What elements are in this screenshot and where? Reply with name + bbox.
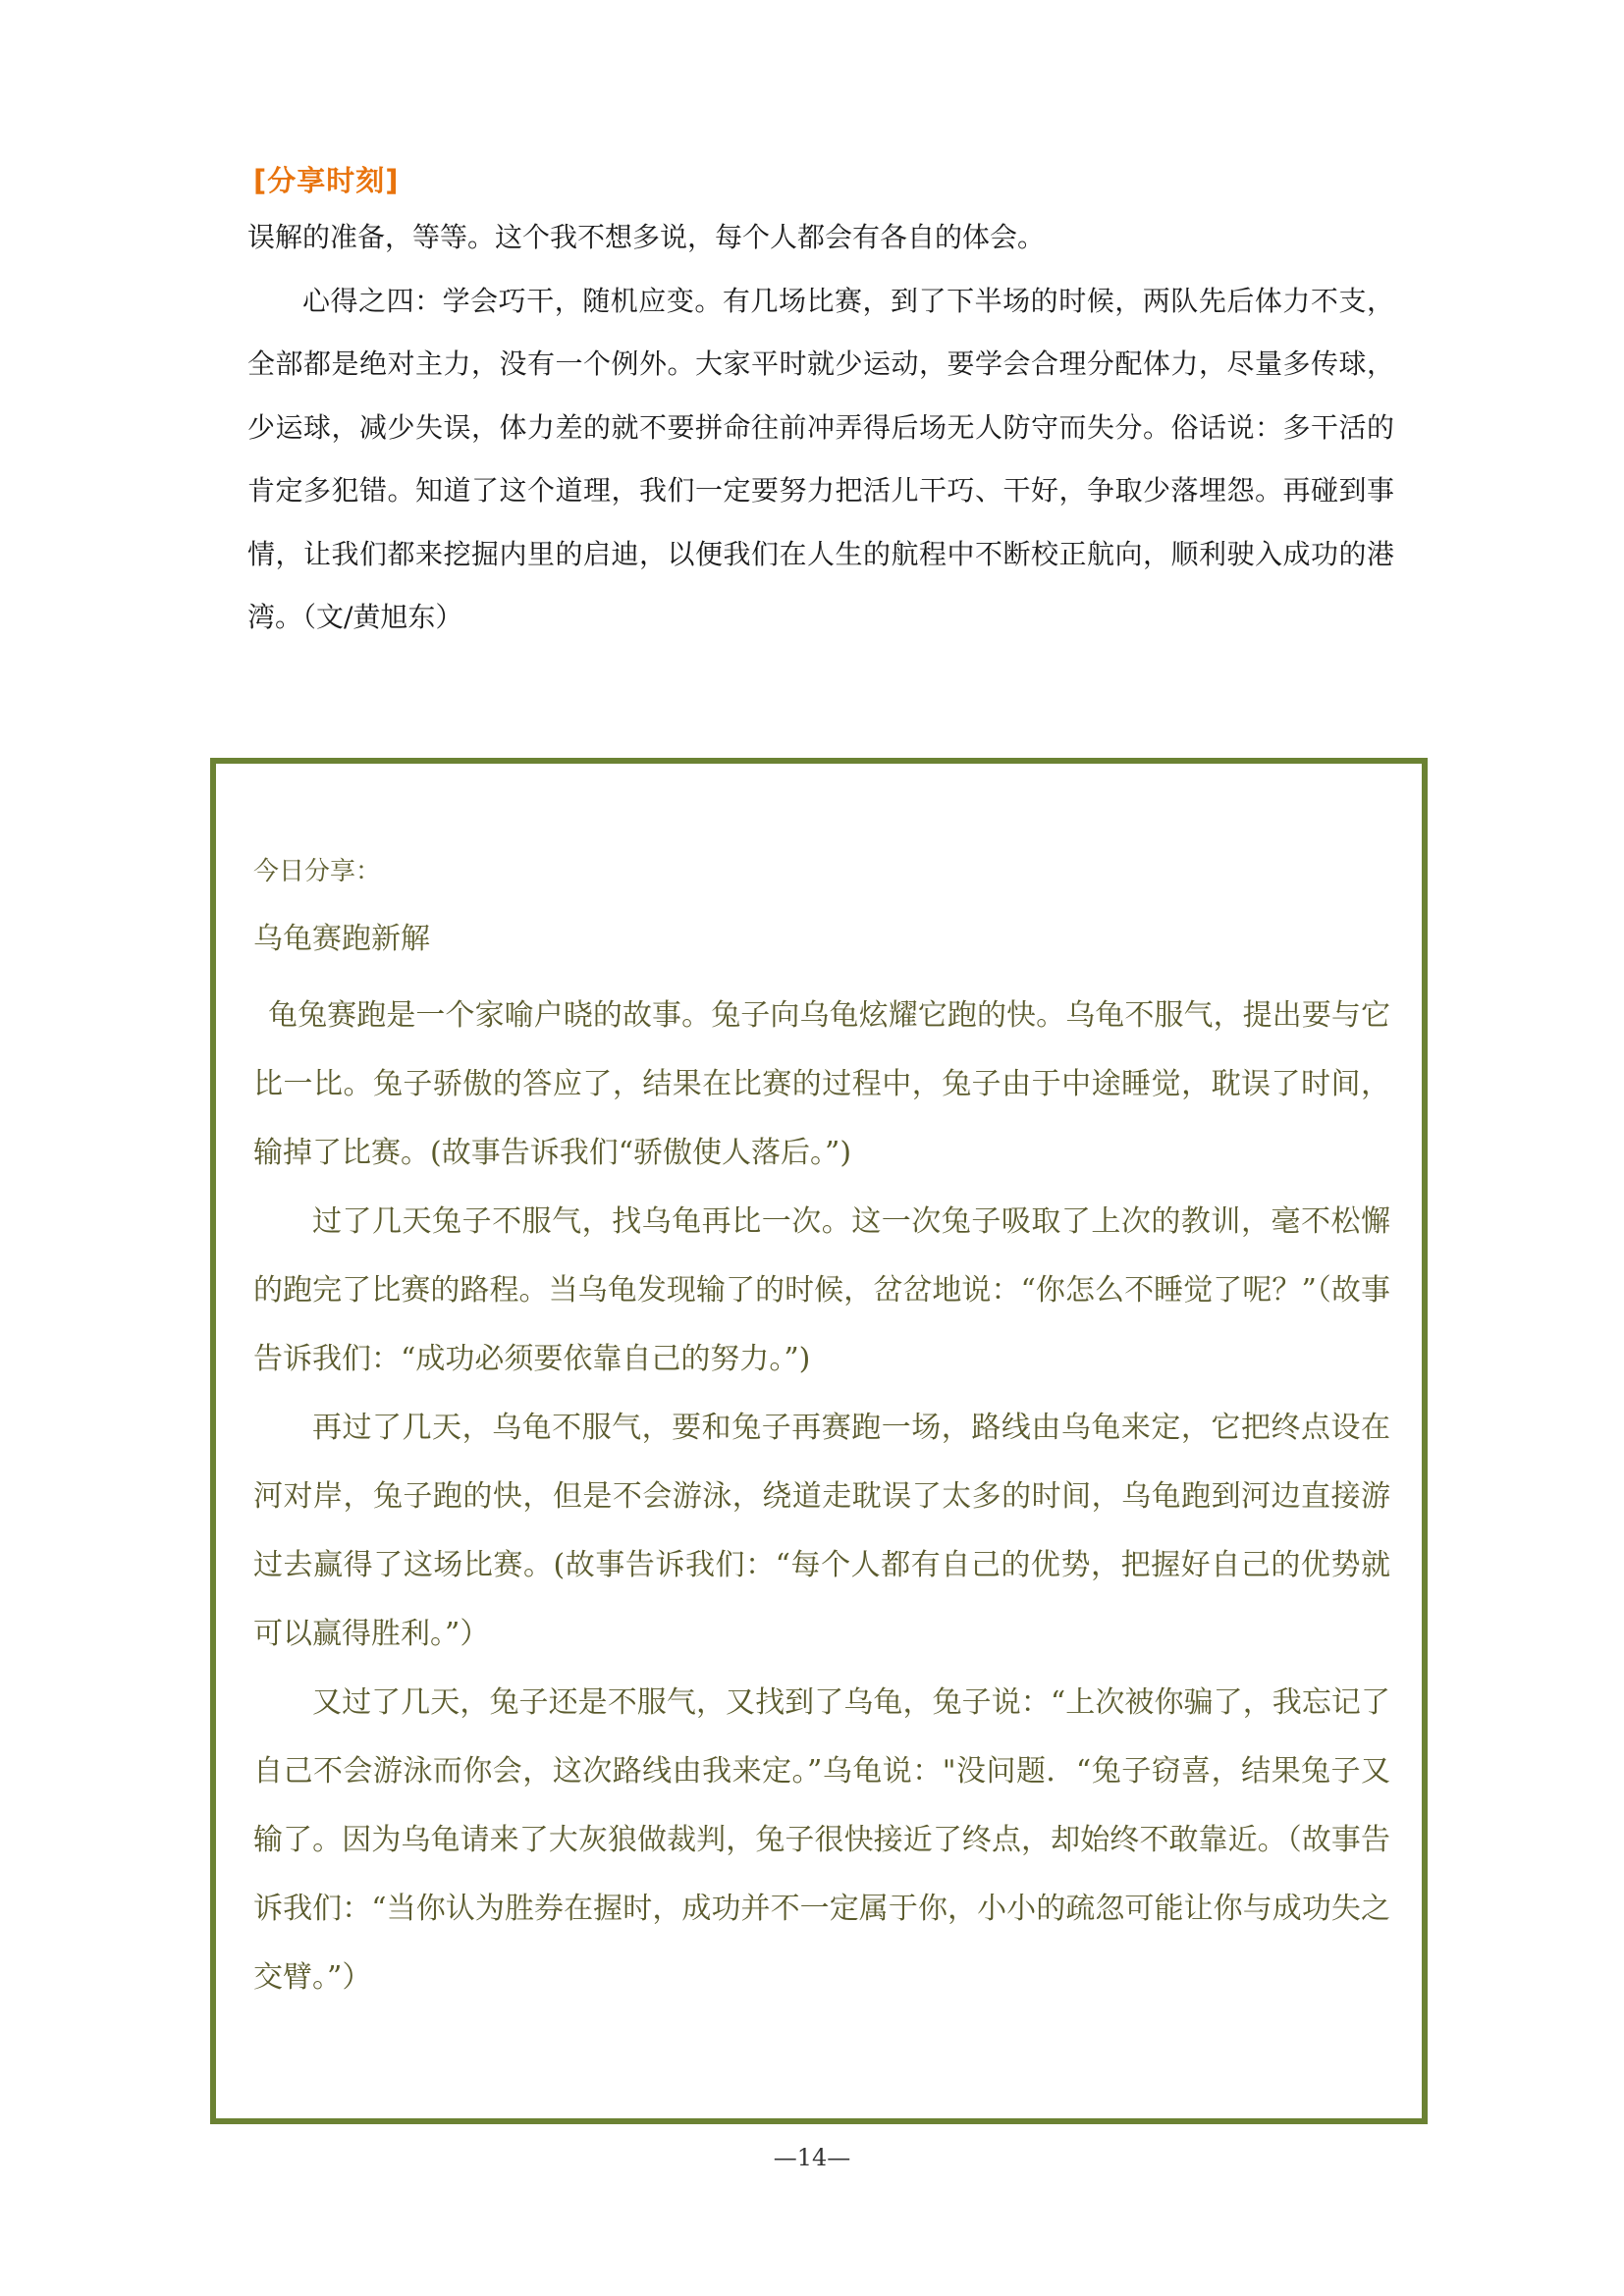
daily-share-box <box>210 758 1428 2124</box>
story-paragraph: 过了几天兔子不服气，找乌龟再比一次。这一次兔子吸取了上次的教训，毫不松懈的跑完了比赛的路程。当乌龟发现输了的时候，岔岔地说：“你怎么不睡觉了呢？”（故事告诉我们：“成功必须要依靠自己的努力。”) <box>253 1204 1390 1376</box>
top-paragraph: 心得之四：学会巧干，随机应变。有几场比赛，到了下半场的时候，两队先后体力不支，全部都是绝对主力，没有一个例外。大家平时就少运动，要学会合理分配体力，尽量多传球，少运球，减少失误，体力差的就不要拼命往前冲弄得后场无人防守而失分。俗话说：多干活的肯定多犯错。知道了这个道理，我们一定要努力把活儿干巧、干好，争取少落埋怨。再碰到事情，让我们都来挖掘内里的启迪，以便我们在人生的航程中不断校正航向，顺利驶入成功的港湾。（文/黄旭东） <box>247 284 1394 633</box>
story-title: 乌龟赛跑新解 <box>253 922 430 956</box>
share-heading: 今日分享： <box>253 857 382 886</box>
section-label: [分享时刻] <box>253 164 400 197</box>
page-number: —14— <box>773 2144 851 2171</box>
story-body <box>253 982 1390 2012</box>
story-paragraph: 又过了几天，兔子还是不服气，又找到了乌龟，兔子说：“上次被你骗了，我忘记了自己不会游泳而你会，这次路线由我来定。”乌龟说："没问题．“兔子窃喜，结果兔子又输了。因为乌龟请来了大灰狼做裁判，兔子很快接近了终点，却始终不敢靠近。（故事告诉我们：“当你认为胜券在握时，成功并不一定属于你，小小的疏忽可能让你与成功失之交臂。”） <box>253 1685 1390 1995</box>
top-article <box>247 206 1394 650</box>
story-paragraph: 再过了几天，乌龟不服气，要和兔子再赛跑一场，路线由乌龟来定，它把终点设在河对岸，兔子跑的快，但是不会游泳，绕道走耽误了太多的时间，乌龟跑到河边直接游过去赢得了这场比赛。(故事告诉我们：“每个人都有自己的优势，把握好自己的优势就可以赢得胜利。”） <box>253 1411 1390 1651</box>
story-paragraph: 龟兔赛跑是一个家喻户晓的故事。兔子向乌龟炫耀它跑的快。乌龟不服气，提出要与它比一比。兔子骄傲的答应了，结果在比赛的过程中，兔子由于中途睡觉，耽误了时间，输掉了比赛。(故事告诉我们“骄傲使人落后。”) <box>253 998 1390 1170</box>
top-paragraph: 误解的准备，等等。这个我不想多说，每个人都会有各自的体会。 <box>247 221 1046 253</box>
